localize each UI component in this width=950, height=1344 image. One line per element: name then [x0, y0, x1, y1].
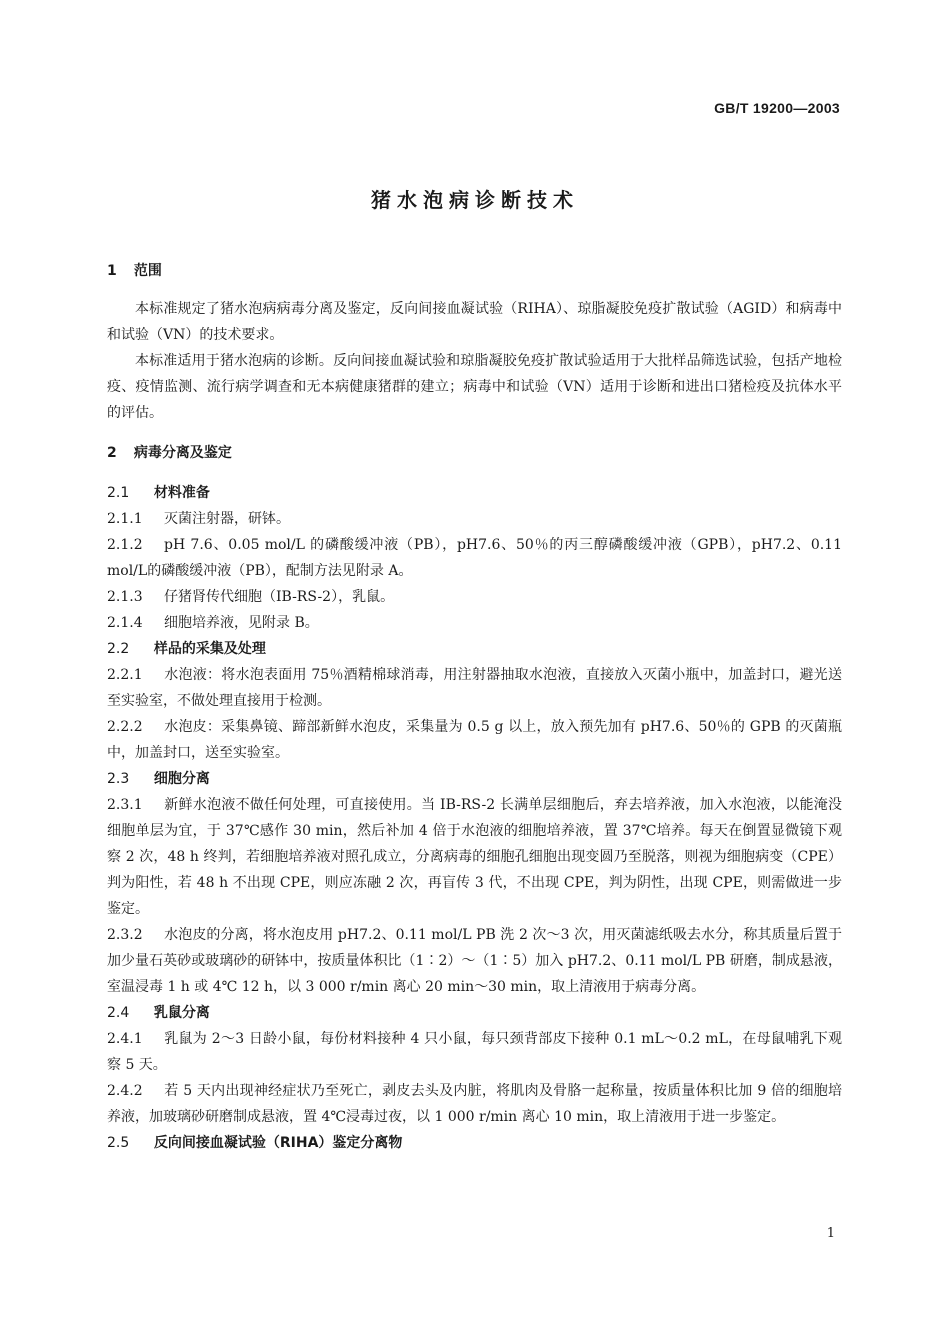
section-1-heading: [107, 258, 842, 284]
clause-2-1-1: [107, 506, 842, 532]
clause-text: 水泡液：将水泡表面用 75％酒精棉球消毒，用注射器抽取水泡液，直接放入灭菌小瓶中，加盖封口，避光送至实验室，不做处理直接用于检测。: [107, 667, 842, 709]
subsection-number: 2.4: [107, 1005, 130, 1021]
clause-number: 2.3.1: [107, 797, 143, 813]
clause-number: 2.3.2: [107, 927, 143, 943]
clause-text: 水泡皮：采集鼻镜、蹄部新鲜水泡皮，采集量为 0.5 g 以上，放入预先加有 pH7.6、50％的 GPB 的灭菌瓶中，加盖封口，送至实验室。: [107, 719, 842, 761]
document-body: [107, 258, 842, 1156]
clause-2-1-3: [107, 584, 842, 610]
scope-paragraph-1: 本标准规定了猪水泡病病毒分离及鉴定，反向间接血凝试验（RIHA）、琼脂凝胶免疫扩散试验（AGID）和病毒中和试验（VN）的技术要求。: [107, 301, 842, 343]
subsection-2-2-heading: [107, 636, 842, 662]
section-title: 病毒分离及鉴定: [133, 445, 232, 461]
subsection-2-1-heading: [107, 480, 842, 506]
clause-number: 2.4.1: [107, 1031, 143, 1047]
clause-2-1-4: [107, 610, 842, 636]
clause-text: 新鲜水泡液不做任何处理，可直接使用。当 IB-RS-2 长满单层细胞后，弃去培养液，加入水泡液，以能淹没细胞单层为宜，于 37℃感作 30 min，然后补加 4 倍于水泡液的细胞培养液，置 37℃培养。每天在倒置显微镜下观察 2 次，48 h 终判，若细胞培养液对照孔成立，分离病毒的细胞孔细胞出现变圆乃至脱落，则视为细胞病变（CPE）判为阳性，若 48 h 不出现 CPE，则应冻融 2 次，再盲传 3 代，不出现 CPE，判为阴性，出现 CPE，则需做进一步鉴定。: [107, 797, 842, 917]
subsection-title: 样品的采集及处理: [153, 641, 266, 657]
clause-number: 2.2.2: [107, 719, 143, 735]
subsection-title: 材料准备: [153, 485, 210, 501]
subsection-2-5-heading: [107, 1130, 842, 1156]
clause-text: 灭菌注射器，研钵。: [164, 511, 290, 527]
clause-2-3-1: [107, 792, 842, 922]
clause-text: 细胞培养液，见附录 B。: [164, 615, 319, 631]
clause-text: pH 7.6、0.05 mol/L 的磷酸缓冲液（PB），pH7.6、50％的丙三醇磷酸缓冲液（GPB），pH7.2、0.11 mol/L的磷酸缓冲液（PB），配制方法见附录 A。: [107, 537, 842, 579]
subsection-title: 反向间接血凝试验（RIHA）鉴定分离物: [153, 1135, 403, 1151]
clause-text: 乳鼠为 2～3 日龄小鼠，每份材料接种 4 只小鼠，每只颈背部皮下接种 0.1 mL～0.2 mL，在母鼠哺乳下观察 5 天。: [107, 1031, 842, 1073]
subsection-2-4-heading: [107, 1000, 842, 1026]
clause-number: 2.1.1: [107, 511, 143, 527]
subsection-title: 乳鼠分离: [153, 1005, 210, 1021]
scope-paragraph-2: 本标准适用于猪水泡病的诊断。反向间接血凝试验和琼脂凝胶免疫扩散试验适用于大批样品筛选试验，包括产地检疫、疫情监测、流行病学调查和无本病健康猪群的建立；病毒中和试验（VN）适用于诊断和进出口猪检疫及抗体水平的评估。: [107, 353, 842, 421]
section-number: 1: [107, 263, 117, 279]
clause-2-2-2: [107, 714, 842, 766]
clause-text: 若 5 天内出现神经症状乃至死亡，剥皮去头及内脏，将肌肉及骨胳一起称量，按质量体积比加 9 倍的细胞培养液，加玻璃砂研磨制成悬液，置 4℃浸毒过夜，以 1 000 r/min 离心 10 min，取上清液用于进一步鉴定。: [107, 1083, 842, 1125]
clause-text: 仔猪肾传代细胞（IB-RS-2），乳鼠。: [164, 589, 395, 605]
page-number: 1: [826, 1226, 835, 1241]
subsection-title: 细胞分离: [153, 771, 210, 787]
section-number: 2: [107, 445, 117, 461]
section-title: 范围: [133, 263, 162, 279]
subsection-number: 2.1: [107, 485, 130, 501]
clause-2-4-1: [107, 1026, 842, 1078]
clause-number: 2.2.1: [107, 667, 143, 683]
clause-2-2-1: [107, 662, 842, 714]
clause-number: 2.1.4: [107, 615, 143, 631]
clause-text: 水泡皮的分离，将水泡皮用 pH7.2、0.11 mol/L PB 洗 2 次～3 次，用灭菌滤纸吸去水分，称其质量后置于加少量石英砂或玻璃砂的研钵中，按质量体积比（1∶2）～（1∶5）加入 pH7.2、0.11 mol/L PB 研磨，制成悬液，室温浸毒 1 h 或 4℃ 12 h，以 3 000 r/min 离心 20 min～30 min，取上清液用于病毒分离。: [107, 927, 842, 995]
clause-number: 2.1.2: [107, 537, 143, 553]
subsection-number: 2.5: [107, 1135, 130, 1151]
subsection-2-3-heading: [107, 766, 842, 792]
clause-2-3-2: [107, 922, 842, 1000]
subsection-number: 2.2: [107, 641, 130, 657]
standard-number: GB/T 19200—2003: [714, 100, 840, 116]
clause-number: 2.1.3: [107, 589, 143, 605]
document-title: 猪水泡病诊断技术: [371, 188, 579, 212]
clause-number: 2.4.2: [107, 1083, 143, 1099]
subsection-number: 2.3: [107, 771, 130, 787]
section-2-heading: [107, 440, 842, 466]
clause-2-4-2: [107, 1078, 842, 1130]
clause-2-1-2: [107, 532, 842, 584]
